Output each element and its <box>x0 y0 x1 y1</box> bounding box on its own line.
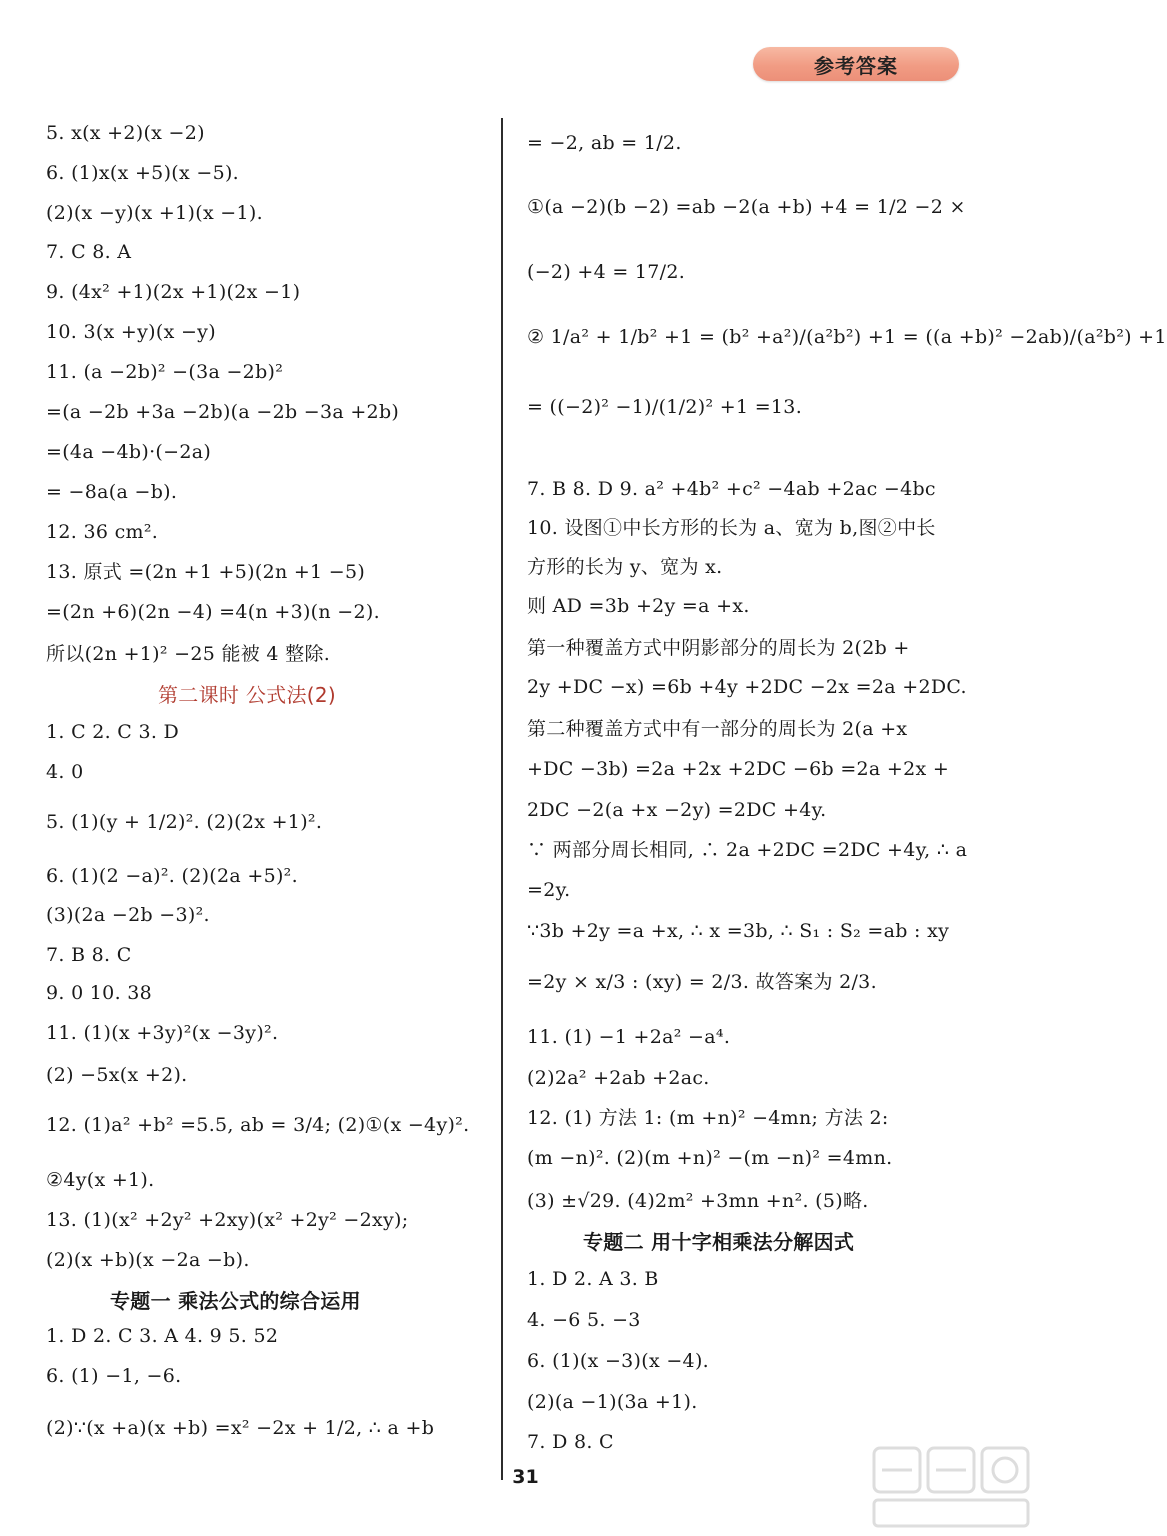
answer-line: 第一种覆盖方式中阴影部分的周长为 2(2b + <box>527 637 910 659</box>
page-number: 31 <box>512 1466 539 1488</box>
answer-line: (2)(x +b)(x −2a −b). <box>46 1249 250 1271</box>
answer-line: 2DC −2(a +x −2y) =2DC +4y. <box>527 799 827 821</box>
answer-line: ①(a −2)(b −2) =ab −2(a +b) +4 = 1/2 −2 × <box>527 196 966 218</box>
answer-line: 4. −6 5. −3 <box>527 1309 641 1331</box>
answer-key-badge: 参考答案 <box>753 47 959 81</box>
answer-line: 7. D 8. C <box>527 1431 614 1453</box>
answer-line: 2y +DC −x) =6b +4y +2DC −2x =2a +2DC. <box>527 676 967 698</box>
answer-line: +DC −3b) =2a +2x +2DC −6b =2a +2x + <box>527 758 950 780</box>
answer-line: 10. 3(x +y)(x −y) <box>46 321 216 343</box>
answer-line: (3)(2a −2b −3)². <box>46 904 210 926</box>
answer-line: 12. (1) 方法 1: (m +n)² −4mn; 方法 2: <box>527 1107 889 1129</box>
answer-line: 5. (1)(y + 1/2)². (2)(2x +1)². <box>46 811 323 833</box>
answer-line: (3) ±√29. (4)2m² +3mn +n². (5)略. <box>527 1190 869 1212</box>
answer-line: (−2) +4 = 17/2. <box>527 261 686 283</box>
answer-line: = ((−2)² −1)/(1/2)² +1 =13. <box>527 396 803 418</box>
answer-line: 6. (1)(2 −a)². (2)(2a +5)². <box>46 865 298 887</box>
answer-line: 第二种覆盖方式中有一部分的周长为 2(a +x <box>527 718 908 740</box>
answer-line: = −8a(a −b). <box>46 481 178 503</box>
answer-line: 4. 0 <box>46 761 84 783</box>
answer-line: 7. B 8. D 9. a² +4b² +c² −4ab +2ac −4bc <box>527 478 936 500</box>
answer-line: (2)(a −1)(3a +1). <box>527 1391 698 1413</box>
answer-line: =(4a −4b)·(−2a) <box>46 441 212 463</box>
answer-line: (2)(x −y)(x +1)(x −1). <box>46 202 263 224</box>
answer-line: (2)∵(x +a)(x +b) =x² −2x + 1/2, ∴ a +b <box>46 1417 435 1439</box>
answer-line: = −2, ab = 1/2. <box>527 132 682 154</box>
answer-line: 1. D 2. A 3. B <box>527 1268 659 1290</box>
watermark-logo <box>868 1444 1038 1530</box>
answer-line: =2y × x/3 : (xy) = 2/3. 故答案为 2/3. <box>527 971 877 993</box>
answer-line: 9. (4x² +1)(2x +1)(2x −1) <box>46 281 301 303</box>
answer-line: 6. (1)x(x +5)(x −5). <box>46 162 240 184</box>
answer-line: 7. B 8. C <box>46 944 132 966</box>
answer-line: =(a −2b +3a −2b)(a −2b −3a +2b) <box>46 401 400 423</box>
section-heading: 专题二 用十字相乘法分解因式 <box>583 1230 855 1254</box>
answer-line: 13. (1)(x² +2y² +2xy)(x² +2y² −2xy); <box>46 1209 409 1231</box>
section-heading: 第二课时 公式法(2) <box>158 683 336 707</box>
answer-line: 11. (a −2b)² −(3a −2b)² <box>46 361 284 383</box>
answer-line: (m −n)². (2)(m +n)² −(m −n)² =4mn. <box>527 1147 893 1169</box>
answer-line: 所以(2n +1)² −25 能被 4 整除. <box>46 643 331 665</box>
answer-line: 5. x(x +2)(x −2) <box>46 122 205 144</box>
section-heading: 专题一 乘法公式的综合运用 <box>110 1289 361 1313</box>
answer-line: =2y. <box>527 879 571 901</box>
answer-line: 9. 0 10. 38 <box>46 982 153 1004</box>
answer-line: 11. (1)(x +3y)²(x −3y)². <box>46 1022 279 1044</box>
answer-line: 13. 原式 =(2n +1 +5)(2n +1 −5) <box>46 561 366 583</box>
answer-line: 1. D 2. C 3. A 4. 9 5. 52 <box>46 1325 279 1347</box>
column-divider <box>501 118 503 1480</box>
answer-line: 6. (1)(x −3)(x −4). <box>527 1350 709 1372</box>
answer-line: 10. 设图①中长方形的长为 a、宽为 b,图②中长 <box>527 517 936 539</box>
answer-line: ∵ 两部分周长相同, ∴ 2a +2DC =2DC +4y, ∴ a <box>527 839 968 861</box>
answer-line: ② 1/a² + 1/b² +1 = (b² +a²)/(a²b²) +1 = ((a +b)² −2ab)/(a²b²) +1 <box>527 326 1167 348</box>
answer-line: 12. (1)a² +b² =5.5, ab = 3/4; (2)①(x −4y)². <box>46 1114 470 1136</box>
answer-line: (2)2a² +2ab +2ac. <box>527 1067 710 1089</box>
answer-line: 7. C 8. A <box>46 241 132 263</box>
answer-line: 11. (1) −1 +2a² −a⁴. <box>527 1026 731 1048</box>
answer-line: ∵3b +2y =a +x, ∴ x =3b, ∴ S₁ : S₂ =ab : xy <box>527 920 950 942</box>
answer-line: ②4y(x +1). <box>46 1169 155 1191</box>
answer-line: (2) −5x(x +2). <box>46 1064 188 1086</box>
answer-line: 方形的长为 y、宽为 x. <box>527 556 723 578</box>
answer-line: 6. (1) −1, −6. <box>46 1365 182 1387</box>
answer-line: 则 AD =3b +2y =a +x. <box>527 595 750 617</box>
answer-line: 12. 36 cm². <box>46 521 159 543</box>
answer-line: =(2n +6)(2n −4) =4(n +3)(n −2). <box>46 601 380 623</box>
answer-line: 1. C 2. C 3. D <box>46 721 180 743</box>
